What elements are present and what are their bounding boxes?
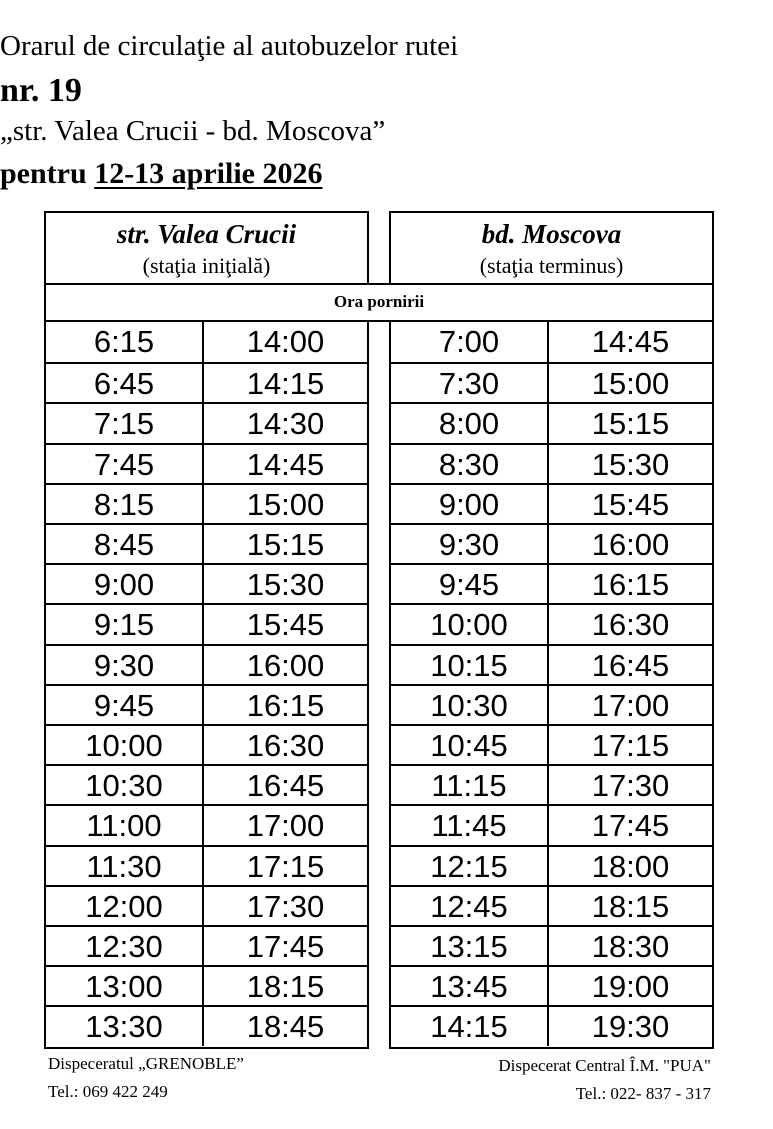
- departure-time: 17:15: [591, 728, 670, 763]
- departure-time: 14:15: [246, 366, 325, 402]
- table-row: [46, 885, 367, 925]
- departure-time: 9:45: [46, 686, 204, 724]
- departure-time: 17:00: [246, 808, 325, 844]
- table-row: [46, 724, 367, 764]
- departure-time: 10:30: [391, 686, 549, 724]
- departure-time: 16:45: [591, 647, 670, 683]
- departure-time: 15:30: [246, 567, 325, 603]
- departure-time: 13:15: [391, 927, 549, 965]
- table-row: [46, 603, 367, 643]
- departure-time: 10:00: [46, 726, 204, 764]
- left-terminal-header: [46, 213, 367, 285]
- departure-time: 6:15: [46, 322, 204, 362]
- departure-time: 14:45: [591, 324, 670, 359]
- table-row: [391, 885, 712, 925]
- departure-time: 16:00: [246, 647, 325, 683]
- departure-time: 16:30: [246, 728, 325, 763]
- departure-time: 13:45: [391, 967, 549, 1005]
- departure-time-band: [44, 283, 714, 322]
- table-row: [391, 764, 712, 804]
- table-row: [391, 362, 712, 402]
- departure-time: 9:30: [391, 525, 549, 563]
- departure-time: 17:45: [246, 929, 325, 964]
- table-row: [391, 1005, 712, 1045]
- departure-time: 15:00: [246, 486, 325, 522]
- table-row: [46, 402, 367, 442]
- departure-time: 19:30: [591, 1009, 670, 1045]
- table-row: [46, 1005, 367, 1045]
- departure-time: 7:15: [46, 404, 204, 442]
- departure-time: 7:00: [391, 322, 549, 362]
- route-number: nr. 19: [0, 72, 82, 109]
- departure-time: 14:30: [246, 406, 325, 442]
- departure-time: 11:00: [46, 806, 204, 844]
- departure-time: 15:30: [591, 446, 670, 482]
- table-row: [391, 644, 712, 684]
- table-row: [391, 804, 712, 844]
- departure-time: 15:15: [591, 406, 670, 442]
- table-row: [46, 764, 367, 804]
- departure-time: 18:15: [246, 969, 325, 1005]
- table-row: [391, 322, 712, 362]
- departure-time: 17:45: [591, 808, 670, 844]
- departure-time: 13:30: [46, 1007, 204, 1045]
- departure-time: 16:00: [591, 527, 670, 562]
- departure-time: 12:15: [391, 847, 549, 885]
- date-value: 12-13 aprilie 2026: [94, 157, 323, 190]
- departure-time: 18:15: [591, 888, 670, 924]
- departure-time: 14:15: [391, 1007, 549, 1045]
- table-row: [46, 483, 367, 523]
- departure-time: 12:30: [46, 927, 204, 965]
- departure-time: 9:30: [46, 646, 204, 684]
- departure-time: 13:00: [46, 967, 204, 1005]
- table-row: [391, 965, 712, 1005]
- departure-time: 8:30: [391, 445, 549, 483]
- departure-time: 17:30: [246, 888, 325, 924]
- departure-time: 19:00: [591, 969, 670, 1005]
- departure-time: 12:45: [391, 887, 549, 925]
- departure-time: 8:15: [46, 485, 204, 523]
- departure-time: 14:00: [246, 324, 325, 359]
- table-row: [46, 322, 367, 362]
- departure-time: 15:15: [246, 527, 325, 562]
- table-row: [391, 443, 712, 483]
- departure-time: 18:30: [591, 929, 670, 964]
- departure-time: 11:45: [391, 806, 549, 844]
- departure-time: 9:00: [46, 565, 204, 603]
- left-terminal-name: str. Valea Crucii: [116, 219, 297, 249]
- departure-time-label: Ora pornirii: [333, 292, 425, 311]
- departure-time: 10:15: [391, 646, 549, 684]
- departure-time: 7:45: [46, 445, 204, 483]
- table-row: [46, 362, 367, 402]
- departure-time: 14:45: [246, 446, 325, 482]
- route-name: „str. Valea Crucii - bd. Moscova”: [0, 115, 386, 147]
- left-terminal-role: (staţia iniţială): [142, 253, 271, 278]
- departure-time: 16:15: [591, 567, 670, 603]
- departure-time: 11:15: [391, 766, 549, 804]
- departure-time: 8:45: [46, 525, 204, 563]
- departure-time: 15:45: [246, 607, 325, 643]
- right-terminal-name: bd. Moscova: [481, 219, 622, 249]
- table-row: [46, 804, 367, 844]
- departure-time: 10:30: [46, 766, 204, 804]
- departure-time: 16:30: [591, 607, 670, 643]
- departure-time: 10:00: [391, 605, 549, 643]
- right-terminal-header: [391, 213, 712, 285]
- departure-time: 9:00: [391, 485, 549, 523]
- date-prefix: pentru: [0, 157, 87, 190]
- departure-time: 15:00: [591, 366, 670, 402]
- schedule-date: [0, 157, 773, 191]
- left-phone: Tel.: 069 422 249: [48, 1082, 168, 1101]
- table-row: [46, 845, 367, 885]
- departure-time: 6:45: [46, 364, 204, 402]
- table-row: [46, 925, 367, 965]
- table-row: [391, 603, 712, 643]
- departure-time: 7:30: [391, 364, 549, 402]
- table-row: [46, 644, 367, 684]
- right-timetable: [389, 211, 714, 1049]
- table-row: [391, 925, 712, 965]
- departure-time: 17:30: [591, 768, 670, 804]
- right-dispatcher: Dispecerat Central Î.M. "PUA": [498, 1056, 711, 1075]
- departure-time: 9:15: [46, 605, 204, 643]
- table-row: [46, 443, 367, 483]
- left-dispatcher: Dispeceratul „GRENOBLE”: [48, 1054, 244, 1073]
- table-row: [391, 684, 712, 724]
- departure-time: 18:45: [246, 1009, 325, 1045]
- table-row: [46, 523, 367, 563]
- departure-time: 16:15: [246, 687, 325, 723]
- departure-time: 16:45: [246, 768, 325, 804]
- table-row: [391, 483, 712, 523]
- table-row: [391, 724, 712, 764]
- departure-time: 11:30: [46, 847, 204, 885]
- departure-time: 15:45: [591, 486, 670, 522]
- table-row: [391, 845, 712, 885]
- right-phone: Tel.: 022- 837 - 317: [575, 1084, 711, 1103]
- right-terminal-role: (staţia terminus): [479, 253, 624, 278]
- left-timetable: [44, 211, 369, 1049]
- departure-time: 18:00: [591, 848, 670, 884]
- table-row: [391, 523, 712, 563]
- table-row: [46, 563, 367, 603]
- departure-time: 12:00: [46, 887, 204, 925]
- table-row: [46, 684, 367, 724]
- departure-time: 9:45: [391, 565, 549, 603]
- table-row: [391, 563, 712, 603]
- table-row: [46, 965, 367, 1005]
- departure-time: 17:15: [246, 848, 325, 884]
- schedule-title: Orarul de circulaţie al autobuzelor rutei: [0, 30, 459, 62]
- table-row: [391, 402, 712, 442]
- departure-time: 10:45: [391, 726, 549, 764]
- departure-time: 8:00: [391, 404, 549, 442]
- departure-time: 17:00: [591, 687, 670, 723]
